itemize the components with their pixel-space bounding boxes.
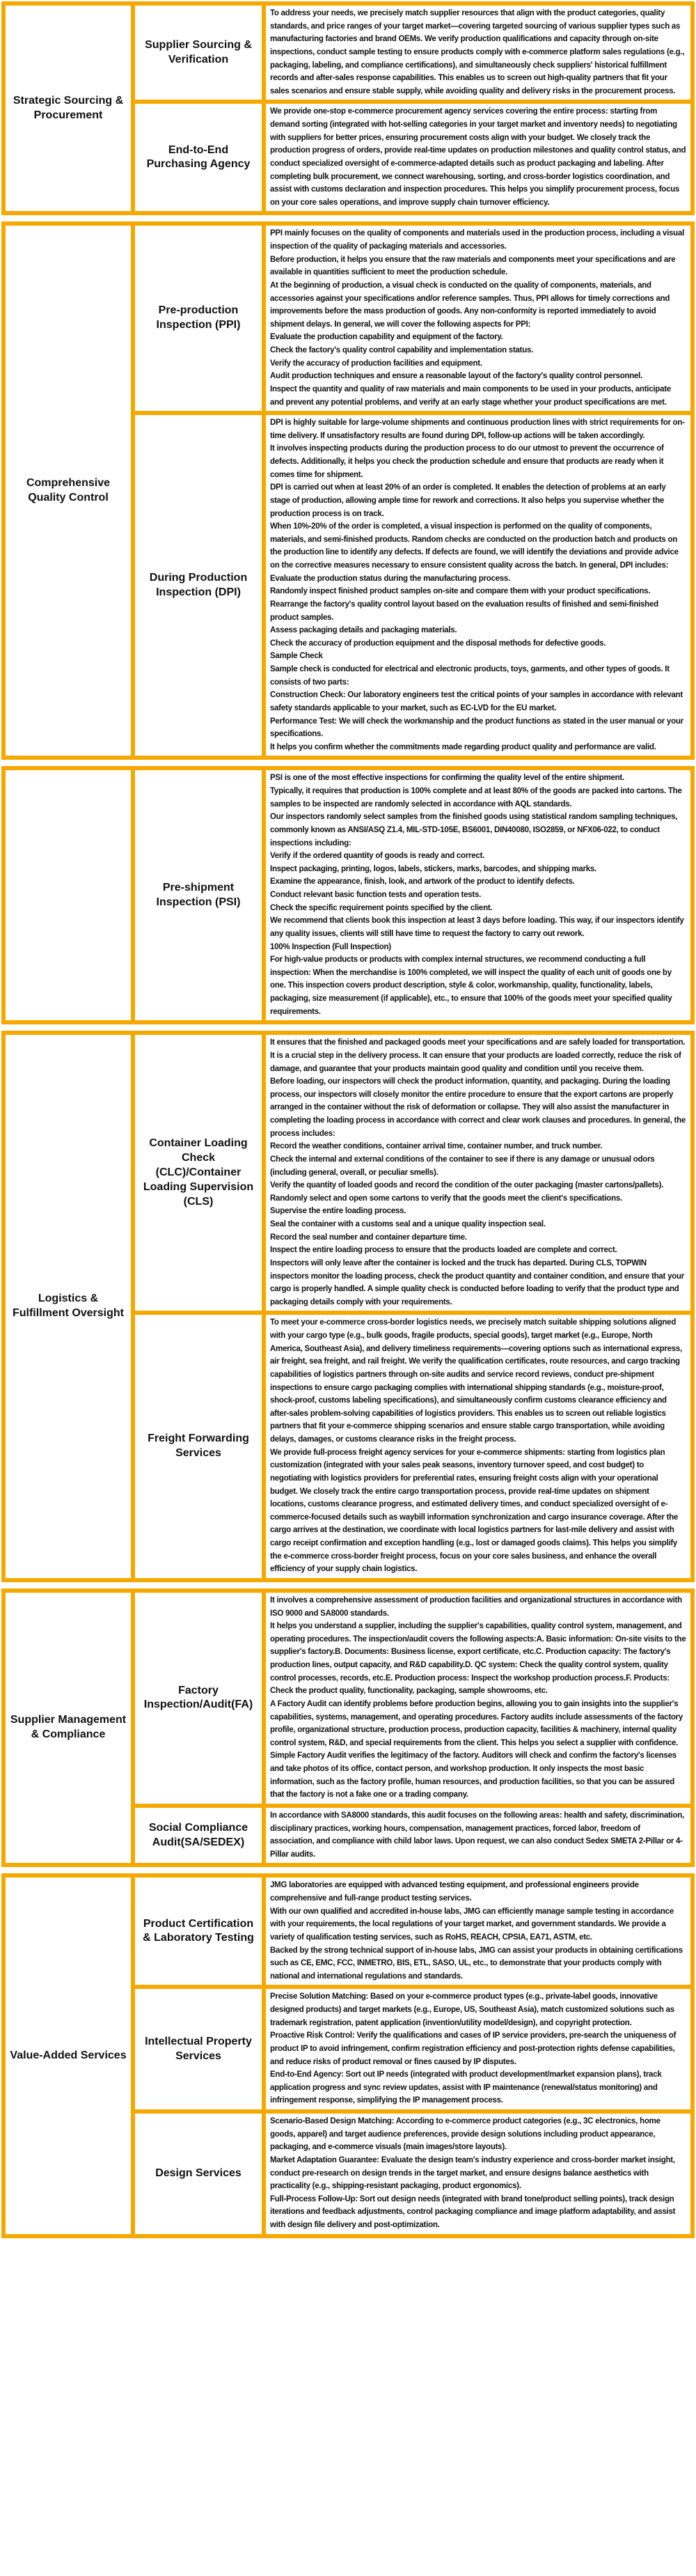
description-paragraph: It involves a comprehensive assessment of production facilities and organizational structures in accordance with ISO 9000 and SA8000 standards. bbox=[270, 1595, 682, 1618]
description-paragraph: In accordance with SA8000 standards, this audit focuses on the following areas: health and safety, discrimination, disciplinary practices, working hours, compensation, management practices, forced labor, freedom of association, and compliance with child labor laws. Upon request, we can also conduct Sedex SMETA 2-Pillar or 4-Pillar audits. bbox=[270, 1811, 684, 1859]
service-description-cell bbox=[266, 770, 690, 1020]
description-paragraph: Randomly select and open some cartons to verify that the goods meet the client's specifications. bbox=[270, 1194, 622, 1203]
description-paragraph: Simple Factory Audit verifies the legitimacy of the factory. Auditors will check and confirm the factory's licenses and take photos of its office, contact person, and workshop production. It only inspects the most basic information, such as the factory profile, human resources, and production facilities, so that you can be assured that the factory is not a fake one or a trading company. bbox=[270, 1751, 677, 1800]
description-paragraph: Performance Test: We will check the workmanship and the product functions as stated in the user manual or your specifications. bbox=[270, 717, 683, 739]
category-cell: Strategic Sourcing & Procurement bbox=[6, 6, 135, 211]
description-paragraph: Construction Check: Our laboratory engineers test the critical points of your samples in accordance with relevant safety standards applicable to your market, such as EC-LVD for the EU market. bbox=[270, 691, 683, 712]
description-paragraph: Conduct relevant basic function tests and operation tests. bbox=[270, 891, 482, 899]
section-rows bbox=[135, 1878, 690, 2233]
description-paragraph: 100% Inspection (Full Inspection) bbox=[270, 942, 391, 951]
description-paragraph: We recommend that clients book this inspection at least 3 days before loading. This way, if our inspectors identify any quality issues, clients will still have time to request the factory to carry out rework. bbox=[270, 916, 684, 938]
service-description-cell bbox=[266, 415, 690, 756]
category-cell bbox=[6, 770, 135, 1020]
service-row bbox=[135, 770, 690, 1020]
service-description-cell bbox=[266, 1315, 690, 1578]
service-row bbox=[135, 1804, 690, 1864]
description-paragraph: Proactive Risk Control: Verify the qualifications and cases of IP service providers, pre-search the uniqueness of product IP to avoid infringement, confirm registration efficiency and post-protection rights defense capabilities, and reduce risks of product removal or fines caused by IP disputes. bbox=[270, 2031, 677, 2066]
description-paragraph: With our own qualified and accredited in-house labs, JMG can efficiently manage sample testing in accordance with your requirements, the local regulations of your target market, and government standards. We provide a variety of qualification testing services, such as RoHS, REACH, CPSIA, EA71, ASTM, etc. bbox=[270, 1907, 674, 1942]
description-paragraph: Record the seal number and container departure time. bbox=[270, 1233, 467, 1242]
description-paragraph: Randomly inspect finished product samples on-site and compare them with your product specifications. bbox=[270, 587, 651, 596]
service-name-cell: Product Certification & Laboratory Testing bbox=[135, 1878, 266, 1985]
service-name-cell: Intellectual Property Services bbox=[135, 1989, 266, 2109]
description-paragraph: Market Adaptation Guarantee: Evaluate the design team's industry experience and cross-border market insight, conduct pre-research on design trends in the target market, and ensure designs balance aesthetics with practicality (e.g., shipping-resistant packaging, product ergonomics). bbox=[270, 2155, 675, 2191]
description-paragraph: A Factory Audit can identify problems before production begins, allowing you to gain insights into the supplier's capabilities, systems, management, and operating procedures. Factory audits include assessments of the factory profile, organizational structure, production process, production capacity, facilities & machinery, internal quality control system, R&D, and special requirements from the client. This helps you select a supplier with confidence. bbox=[270, 1699, 683, 1747]
description-paragraph: It is a crucial step in the delivery process. It can ensure that your products are loaded correctly, reduce the risk of damage, and guarantee that your products maintain good quality and condition until you receive them. bbox=[270, 1051, 681, 1073]
description-paragraph: Check the specific requirement points specified by the client. bbox=[270, 903, 493, 912]
section-rows bbox=[135, 1035, 690, 1578]
description-paragraph: Sample Check bbox=[270, 652, 323, 661]
description-paragraph: PPI mainly focuses on the quality of components and materials used in the production process, including a visual inspection of the quality of packaging materials and accessories. bbox=[270, 229, 685, 251]
service-row bbox=[135, 100, 690, 211]
service-description-cell bbox=[266, 1808, 690, 1864]
description-paragraph: To meet your e-commerce cross-border logistics needs, we precisely match suitable shipping solutions aligned with your cargo type (e.g., bulk goods, fragile products, special goods), target market (e.g., Europe, North America, Southeast Asia), and delivery timeliness requirements—covering options such as international express, air freight, sea freight, and rail freight. We verify the qualification certificates, route resources, and cargo tracking capabilities of logistics partners through on-site audits and service record reviews, conduct pre-shipment inspections to ensure cargo packaging complies with international shipping standards (e.g., moisture-proof, shock-proof, customs labeling specifications), and simultaneously confirm customs clearance efficiency and after-sales problem-solving capabilities of logistics providers. This enables us to screen out reliable logistics partners that fit your e-commerce shipping scenarios and ensure stable cargo transportation, while avoiding delays, damages, or customs clearance risks in the freight process. bbox=[270, 1318, 682, 1444]
service-name-cell: Social Compliance Audit(SA/SEDEX) bbox=[135, 1808, 266, 1864]
service-name-cell: Supplier Sourcing & Verification bbox=[135, 6, 266, 100]
description-paragraph: It helps you understand a supplier, including the supplier's capabilities, quality control system, management, and operating procedures. The inspection/audit covers the following aspects:A. Basic information: On-site visits to the supplier's factory.B. Documents: Business license, export certificate, etc.C. Production capacity: The factory's production lines, output capacity, and R&D capability.D. QC system: Check the quality control system, quality control processes, records, etc.E. Production process: Inspect the workshop production process.F. Products: Check the product quality, functionality, packaging, sample showrooms, etc. bbox=[270, 1622, 686, 1696]
description-paragraph: Examine the appearance, finish, look, and artwork of the product to identify defects. bbox=[270, 877, 575, 887]
service-name-cell: Pre-production Inspection (PPI) bbox=[135, 226, 266, 411]
description-paragraph: Inspectors will only leave after the container is locked and the truck has departed. During CLS, TOPWIN inspectors monitor the loading process, check the product quantity and container condition, and ensure that your cargo is properly handled. A simple quality check is conducted before loading to verify that the product type and packaging details comply with your requirements. bbox=[270, 1258, 684, 1306]
service-row bbox=[135, 1593, 690, 1804]
description-paragraph: Before production, it helps you ensure that the raw materials and components meet your specifications and are available in quantities sufficient to meet the production schedule. bbox=[270, 255, 676, 277]
description-paragraph: It helps you confirm whether the commitments made regarding product quality and performance are valid. bbox=[270, 742, 656, 751]
description-paragraph: PSI is one of the most effective inspections for confirming the quality level of the entire shipment. bbox=[270, 774, 624, 783]
description-paragraph: Inspect the quantity and quality of raw materials and main components to be used in your products, anticipate and prevent any potential problems, and verify at an early stage whether your product specifications are met. bbox=[270, 384, 671, 407]
description-paragraph: When 10%-20% of the order is completed, a visual inspection is performed on the quality of components, materials, and semi-finished products. Random checks are conducted on the production batch and products on the production line to identify any defects. If defects are found, we will identify the deviations and provide advice on the corrective measures necessary to ensure consistent quality across the batch. In general, DPI includes: bbox=[270, 522, 679, 570]
description-paragraph: For high-value products or products with complex internal structures, we recommend conducting a full inspection: When the merchandise is 100% completed, we will inspect the quality of each unit of goods one by one. This inspection covers product description, style & color, workmanship, quality, functionality, labels, packaging, size measurement (if applicable), etc., to ensure that 100% of the goods meet your specified quality requirements. bbox=[270, 955, 672, 1016]
description-paragraph: Check the internal and external conditions of the container to see if there is any damage or unusual odors (including general, overall, or peculiar smells). bbox=[270, 1155, 655, 1177]
service-name-cell: During Production Inspection (DPI) bbox=[135, 415, 266, 756]
service-category-section bbox=[1, 766, 695, 1024]
service-row bbox=[135, 1035, 690, 1311]
description-paragraph: Evaluate the production capability and equipment of the factory. bbox=[270, 333, 503, 342]
description-paragraph: Assess packaging details and packaging materials. bbox=[270, 626, 457, 635]
description-paragraph: Verify the accuracy of production facilities and equipment. bbox=[270, 359, 482, 368]
description-paragraph: Before loading, our inspectors will check the product information, quantity, and packaging. During the loading process, our inspectors will closely monitor the entire procedure to ensure that the export cartons are properly arranged in the container without the risk of deformation or collapse. They will also assist the manufacturer in completing the loading process in accordance with correct and clear work clauses and procedures. In general, the process includes: bbox=[270, 1077, 686, 1138]
description-paragraph: Full-Process Follow-Up: Sort out design needs (integrated with brand tone/product selling points), track design iterations and feedback adjustments, control packaging compliance and image platform adaptability, and assist with design file delivery and post-optimization. bbox=[270, 2194, 676, 2229]
service-description-cell bbox=[266, 1035, 690, 1311]
description-paragraph: Check the accuracy of production equipment and the disposal methods for defective goods. bbox=[270, 639, 606, 648]
description-paragraph: Rearrange the factory's quality control layout based on the evaluation results of finished and semi-finished product samples. bbox=[270, 600, 658, 622]
description-paragraph: We provide full-process freight agency services for your e-commerce shipments: starting from logistics plan customization (integrated with your sales peak seasons, inventory turnover speed, and cost budget) to negotiating with logistics providers for preferential rates, ensuring freight costs align with your operational budget. We closely track the entire cargo transportation process, provide real-time updates on shipment locations, customs clearance progress, and estimated delivery times, and conduct specialized oversight of e-commerce-focused details such as waybill information synchronization and cargo insurance coverage. After the cargo arrives at the destination, we coordinate with local logistics partners for last-mile delivery and assist with cargo receipt confirmation and exception handling (e.g., lost or damaged goods claims). This helps you simplify the e-commerce cross-border freight process, focus on your core sales business, and enhance the overall efficiency of your supply chain logistics. bbox=[270, 1448, 679, 1574]
category-cell: Logistics & Fulfillment Oversight bbox=[6, 1035, 135, 1578]
service-category-section bbox=[1, 1873, 695, 2238]
description-paragraph: To address your needs, we precisely match supplier resources that align with the product categories, quality standards, and price ranges of your target market—covering targeted sourcing of various supplier types such as manufacturing factories and brand OEMs. We verify production qualifications and capacity through on-site inspections, conduct sample testing to ensure products comply with e-commerce platform sales regulations (e.g., packaging, labeling, and compliance certifications), and simultaneously check suppliers' historical fulfillment records and after-sales response capabilities. This enables us to screen out high-quality partners that fit your sales scenarios and ensure stable supply, while avoiding quality and delivery risks in the procurement process. bbox=[270, 9, 685, 95]
description-paragraph: Evaluate the production status during the manufacturing process. bbox=[270, 574, 511, 583]
service-description-cell bbox=[266, 104, 690, 211]
description-paragraph: Audit production techniques and ensure a reasonable layout of the factory's quality control personnel. bbox=[270, 372, 643, 381]
description-paragraph: Inspect the entire loading process to ensure that the products loaded are complete and correct. bbox=[270, 1246, 617, 1255]
service-name-cell: Design Services bbox=[135, 2114, 266, 2234]
services-table bbox=[1, 1, 695, 2238]
service-name-cell: Container Loading Check (CLC)/Container Loading Supervision (CLS) bbox=[135, 1035, 266, 1311]
service-row bbox=[135, 1878, 690, 1985]
description-paragraph: JMG laboratories are equipped with advanced testing equipment, and professional engineers provide comprehensive and full-range product testing services. bbox=[270, 1881, 639, 1903]
description-paragraph: Typically, it requires that production is 100% complete and at least 80% of the goods are packed into cartons. The samples to be inspected are randomly selected in accordance with AQL standards. bbox=[270, 787, 682, 809]
category-cell: Value-Added Services bbox=[6, 1878, 135, 2233]
service-row bbox=[135, 2109, 690, 2234]
section-rows bbox=[135, 1593, 690, 1864]
service-category-section bbox=[1, 1031, 695, 1582]
description-paragraph: At the beginning of production, a visual check is conducted on the quality of components, materials, and accessories against your specifications and/or reference samples. Thus, PPI allows for timely corrections and improvements before the mass production of goods. Any non-conformity is reported immediately to avoid shipment delays. In general, we will cover the following aspects for PPI: bbox=[270, 281, 670, 329]
service-category-section bbox=[1, 1, 695, 215]
service-name-cell: Factory Inspection/Audit(FA) bbox=[135, 1593, 266, 1804]
section-rows bbox=[135, 226, 690, 756]
service-description-cell bbox=[266, 2114, 690, 2234]
section-rows bbox=[135, 6, 690, 211]
description-paragraph: Precise Solution Matching: Based on your e-commerce product types (e.g., private-label goods, innovative designed products) and target markets (e.g., Europe, US, Southeast Asia), match customized solutions such as trademark registration, patent application (invention/utility model/design), and copyright protection. bbox=[270, 1992, 674, 2027]
service-category-section bbox=[1, 1588, 695, 1868]
service-description-cell bbox=[266, 1878, 690, 1985]
description-paragraph: End-to-End Agency: Sort out IP needs (integrated with product development/market expansion plans), track application progress and sync review updates, assist with IP maintenance (renewal/status monitoring) and infringement response, simplifying the IP management process. bbox=[270, 2070, 662, 2105]
service-description-cell bbox=[266, 1989, 690, 2109]
description-paragraph: It ensures that the finished and packaged goods meet your specifications and are safely loaded for transportation. bbox=[270, 1038, 686, 1047]
description-paragraph: Our inspectors randomly select samples from the finished goods using statistical random sampling techniques, commonly known as ANSI/ASQ Z1.4, MIL-STD-105E, BS6001, DIN40080, ISO2859, or NFX06-022, to conduct inspections including: bbox=[270, 813, 678, 848]
service-row bbox=[135, 226, 690, 411]
description-paragraph: Inspect packaging, printing, logos, labels, stickers, marks, barcodes, and shipping marks. bbox=[270, 864, 596, 873]
description-paragraph: It involves inspecting products during the production process to do our utmost to prevent the occurrence of defects. Additionally, it helps you check the production schedule and ensure that products are ready when it comes time for shipment. bbox=[270, 444, 664, 479]
description-paragraph: Scenario-Based Design Matching: According to e-commerce product categories (e.g., 3C electronics, home goods, apparel) and target audience preferences, provide design solutions including product appearance, packaging, and e-commerce visuals (main images/store layouts). bbox=[270, 2117, 661, 2152]
service-row bbox=[135, 6, 690, 100]
service-row bbox=[135, 411, 690, 756]
description-paragraph: Verify if the ordered quantity of goods is ready and correct. bbox=[270, 852, 485, 861]
section-rows bbox=[135, 770, 690, 1020]
service-category-section bbox=[1, 221, 695, 760]
description-paragraph: Check the factory's quality control capability and implementation status. bbox=[270, 346, 534, 354]
service-row bbox=[135, 1985, 690, 2109]
description-paragraph: Seal the container with a customs seal and a unique quality inspection seal. bbox=[270, 1220, 546, 1228]
description-paragraph: DPI is carried out when at least 20% of an order is completed. It enables the detection of problems at an early stage of production, allowing ample time for rework and corrections. It also helps you supervise whether the production process is on track. bbox=[270, 483, 666, 518]
category-cell: Comprehensive Quality Control bbox=[6, 226, 135, 756]
service-description-cell bbox=[266, 6, 690, 100]
category-cell: Supplier Management & Compliance bbox=[6, 1593, 135, 1864]
service-description-cell bbox=[266, 1593, 690, 1804]
description-paragraph: We provide one-stop e-commerce procurement agency services covering the entire process: starting from demand sorting (integrated with hot-selling categories in your target market and inventory needs) to negotiating with suppliers for better prices, ensuring procurement costs align with your budget. We closely track the production progress of orders, provide real-time updates on production milestones and quality control status, and conduct specialized oversight of e-commerce-adapted details such as product packaging and labeling. After completing bulk procurement, we connect warehousing, sorting, and cross-border logistics coordination, and assist with customs declaration and inspection procedures. This helps you simplify procurement process, focus on your core sales operations, and improve supply chain turnover efficiency. bbox=[270, 107, 686, 207]
service-row bbox=[135, 1311, 690, 1578]
service-name-cell: Pre-shipment Inspection (PSI) bbox=[135, 770, 266, 1020]
service-name-cell: Freight Forwarding Services bbox=[135, 1315, 266, 1578]
description-paragraph: Supervise the entire loading process. bbox=[270, 1207, 406, 1216]
service-description-cell bbox=[266, 226, 690, 411]
description-paragraph: Backed by the strong technical support of in-house labs, JMG can assist your products in obtaining certifications such as CE, EMC, FCC, INMETRO, BIS, ETL, SASO, UL, etc., to demonstrate that your products comply with national and international regulations and standards. bbox=[270, 1946, 683, 1981]
service-name-cell: End-to-End Purchasing Agency bbox=[135, 104, 266, 211]
description-paragraph: Sample check is conducted for electrical and electronic products, toys, garments, and other types of goods. It consists of two parts: bbox=[270, 665, 670, 687]
description-paragraph: Record the weather conditions, container arrival time, container number, and truck number. bbox=[270, 1142, 603, 1151]
description-paragraph: Verify the quantity of loaded goods and record the condition of the outer packaging (master cartons/pallets). bbox=[270, 1181, 664, 1190]
description-paragraph: DPI is highly suitable for large-volume shipments and continuous production lines with strict requirements for on-time delivery. If unsatisfactory results are found during DPI, follow-up actions will be taken accordingly. bbox=[270, 419, 685, 440]
